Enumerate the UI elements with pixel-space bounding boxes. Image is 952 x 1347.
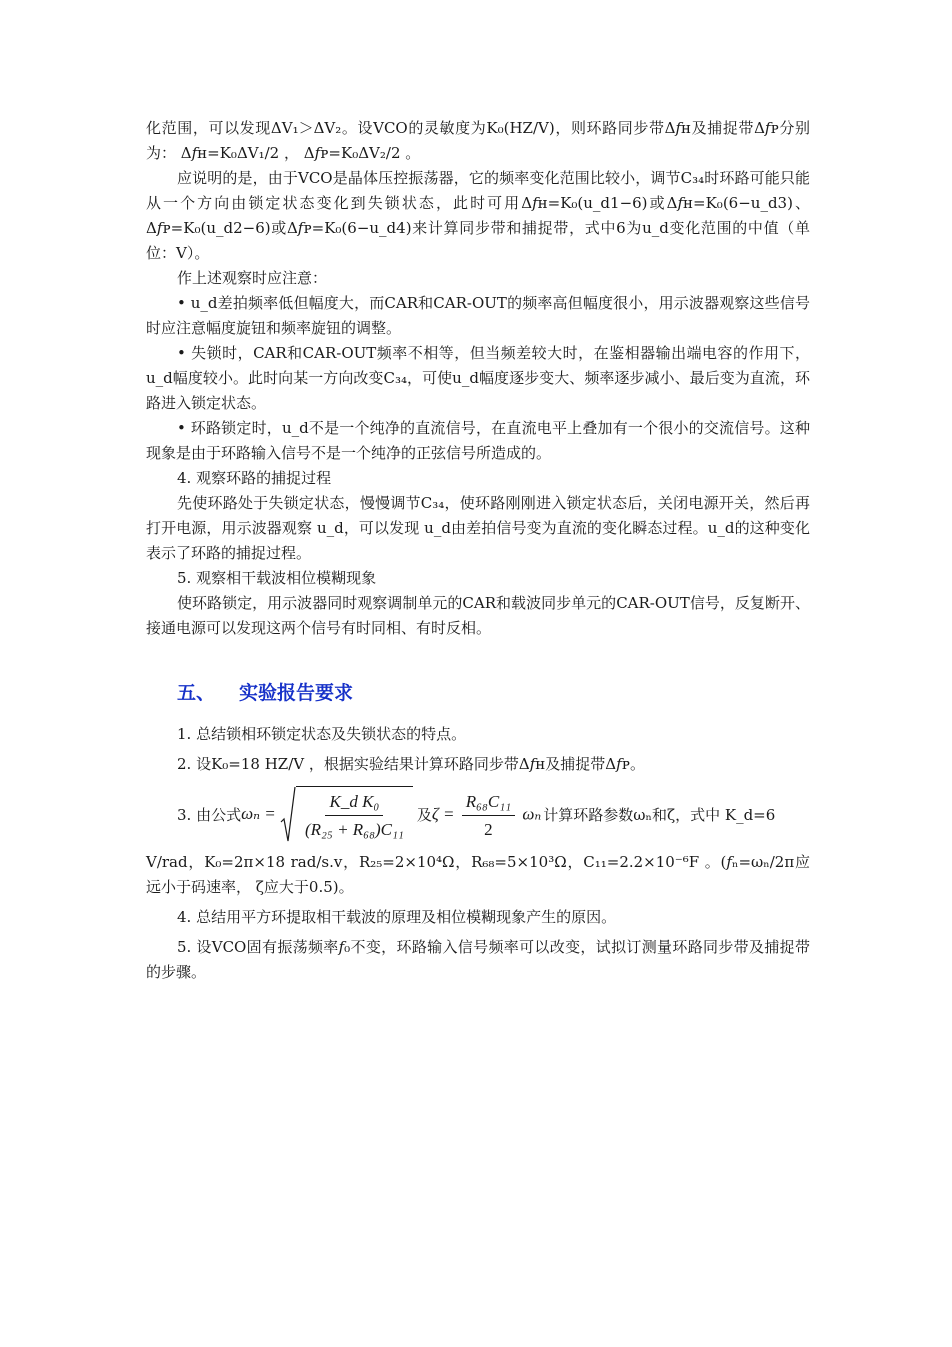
step-5-title: 5. 观察相干载波相位模糊现象	[177, 569, 377, 587]
report-item-2: 2. 设K₀=18 HZ/V ，根据实验结果计算环路同步带Δ𝑓ʜ及捕捉带Δ𝑓ᴘ。	[177, 755, 645, 773]
omega-lhs: ωₙ =	[241, 803, 276, 823]
report-item-1: 1. 总结锁相环锁定状态及失锁状态的特点。	[177, 725, 467, 743]
omega-denominator: (R₂₅ + R₆₈)C₁₁	[304, 820, 404, 839]
paragraph-vco-note: 应说明的是，由于VCO是晶体压控振荡器，它的频率变化范围比较小，调节C₃₄时环路可能只能从一个方向由锁定状态变化到失锁状态，此时可用Δ𝑓ʜ=K₀(u_d1−6)或Δ𝑓ʜ=K₀(6−u_d3)、Δ𝑓ᴘ=K₀(u_d2−6)或Δ𝑓ᴘ=K₀(6−u_d4)来计算同步带和捕捉带，式中6为u_d变化范围的中值（单位：V）。	[146, 169, 810, 262]
section-heading	[146, 678, 810, 708]
step-5-body: 使环路锁定，用示波器同时观察调制单元的CAR和载波同步单元的CAR-OUT信号，反复断开、接通电源可以发现这两个信号有时同相、有时反相。	[146, 594, 810, 637]
step-4-title: 4. 观察环路的捕捉过程	[177, 469, 332, 487]
omega-formula	[241, 786, 413, 844]
zeta-lhs: ζ =	[431, 803, 455, 823]
zeta-fraction	[462, 789, 515, 842]
document-body	[146, 116, 810, 990]
zeta-numerator: R₆₈C₁₁	[462, 789, 515, 816]
item3-join: 及	[416, 805, 432, 824]
report-item-3-params: V/rad，K₀=2π×18 rad/s.v，R₂₅=2×10⁴Ω，R₆₈=5×10³Ω，C₁₁=2.2×10⁻⁶F 。(𝑓ₙ=ωₙ/2π应远小于码速率， ζ应大于0.5)。	[146, 853, 810, 896]
step-4-body: 先使环路处于失锁定状态，慢慢调节C₃₄，使环路刚刚进入锁定状态后，关闭电源开关，然后再打开电源，用示波器观察 u_d，可以发现 u_d由差拍信号变为直流的变化瞬态过程。u_d的这种变化表示了环路的捕捉过程。	[146, 494, 810, 562]
report-item-4: 4. 总结用平方环提取相干载波的原理及相位模糊现象产生的原因。	[177, 908, 617, 926]
bullet-beat-frequency: • u_d差拍频率低但幅度大，而CAR和CAR-OUT的频率高但幅度很小，用示波器观察这些信号时应注意幅度旋钮和频率旋钮的调整。	[146, 294, 810, 337]
omega-fraction	[301, 789, 408, 842]
sqrt-sign	[280, 786, 413, 844]
item3-prefix: 3. 由公式	[177, 805, 242, 824]
bullet-locked: • 环路锁定时，u_d不是一个纯净的直流信号，在直流电平上叠加有一个很小的交流信号。这种现象是由于环路输入信号不是一个纯净的正弦信号所造成的。	[146, 419, 810, 462]
section-title: 实验报告要求	[239, 682, 354, 704]
report-item-3-formula-line	[146, 782, 810, 848]
item3-suffix: 计算环路参数ωₙ和ζ，式中 K_d=6	[543, 805, 776, 824]
paragraph-range-result: 化范围，可以发现ΔV₁＞ΔV₂。设VCO的灵敏度为K₀(HZ/V)，则环路同步带Δ𝑓ʜ及捕捉带Δ𝑓ᴘ分别为： Δ𝑓ʜ=K₀ΔV₁/2 ， Δ𝑓ᴘ=K₀ΔV₂/2 。	[146, 119, 810, 162]
omega-numerator: K_d K₀	[325, 789, 383, 816]
paragraph-observe-note: 作上述观察时应注意：	[177, 269, 328, 287]
zeta-formula	[432, 789, 541, 842]
report-item-5: 5. 设VCO固有振荡频率𝑓₀不变，环路输入信号频率可以改变，试拟订测量环路同步带及捕捉带的步骤。	[146, 938, 810, 981]
zeta-tail: ωₙ	[522, 803, 542, 823]
radical-icon	[280, 786, 296, 844]
section-number: 五、	[177, 682, 216, 704]
bullet-unlocked: • 失锁时，CAR和CAR-OUT频率不相等，但当频差较大时，在鉴相器输出端电容的作用下，u_d幅度较小。此时向某一方向改变C₃₄，可使u_d幅度逐步变大、频率逐步减小、最后变为直流，环路进入锁定状态。	[146, 344, 810, 412]
zeta-denominator: 2	[484, 819, 493, 839]
